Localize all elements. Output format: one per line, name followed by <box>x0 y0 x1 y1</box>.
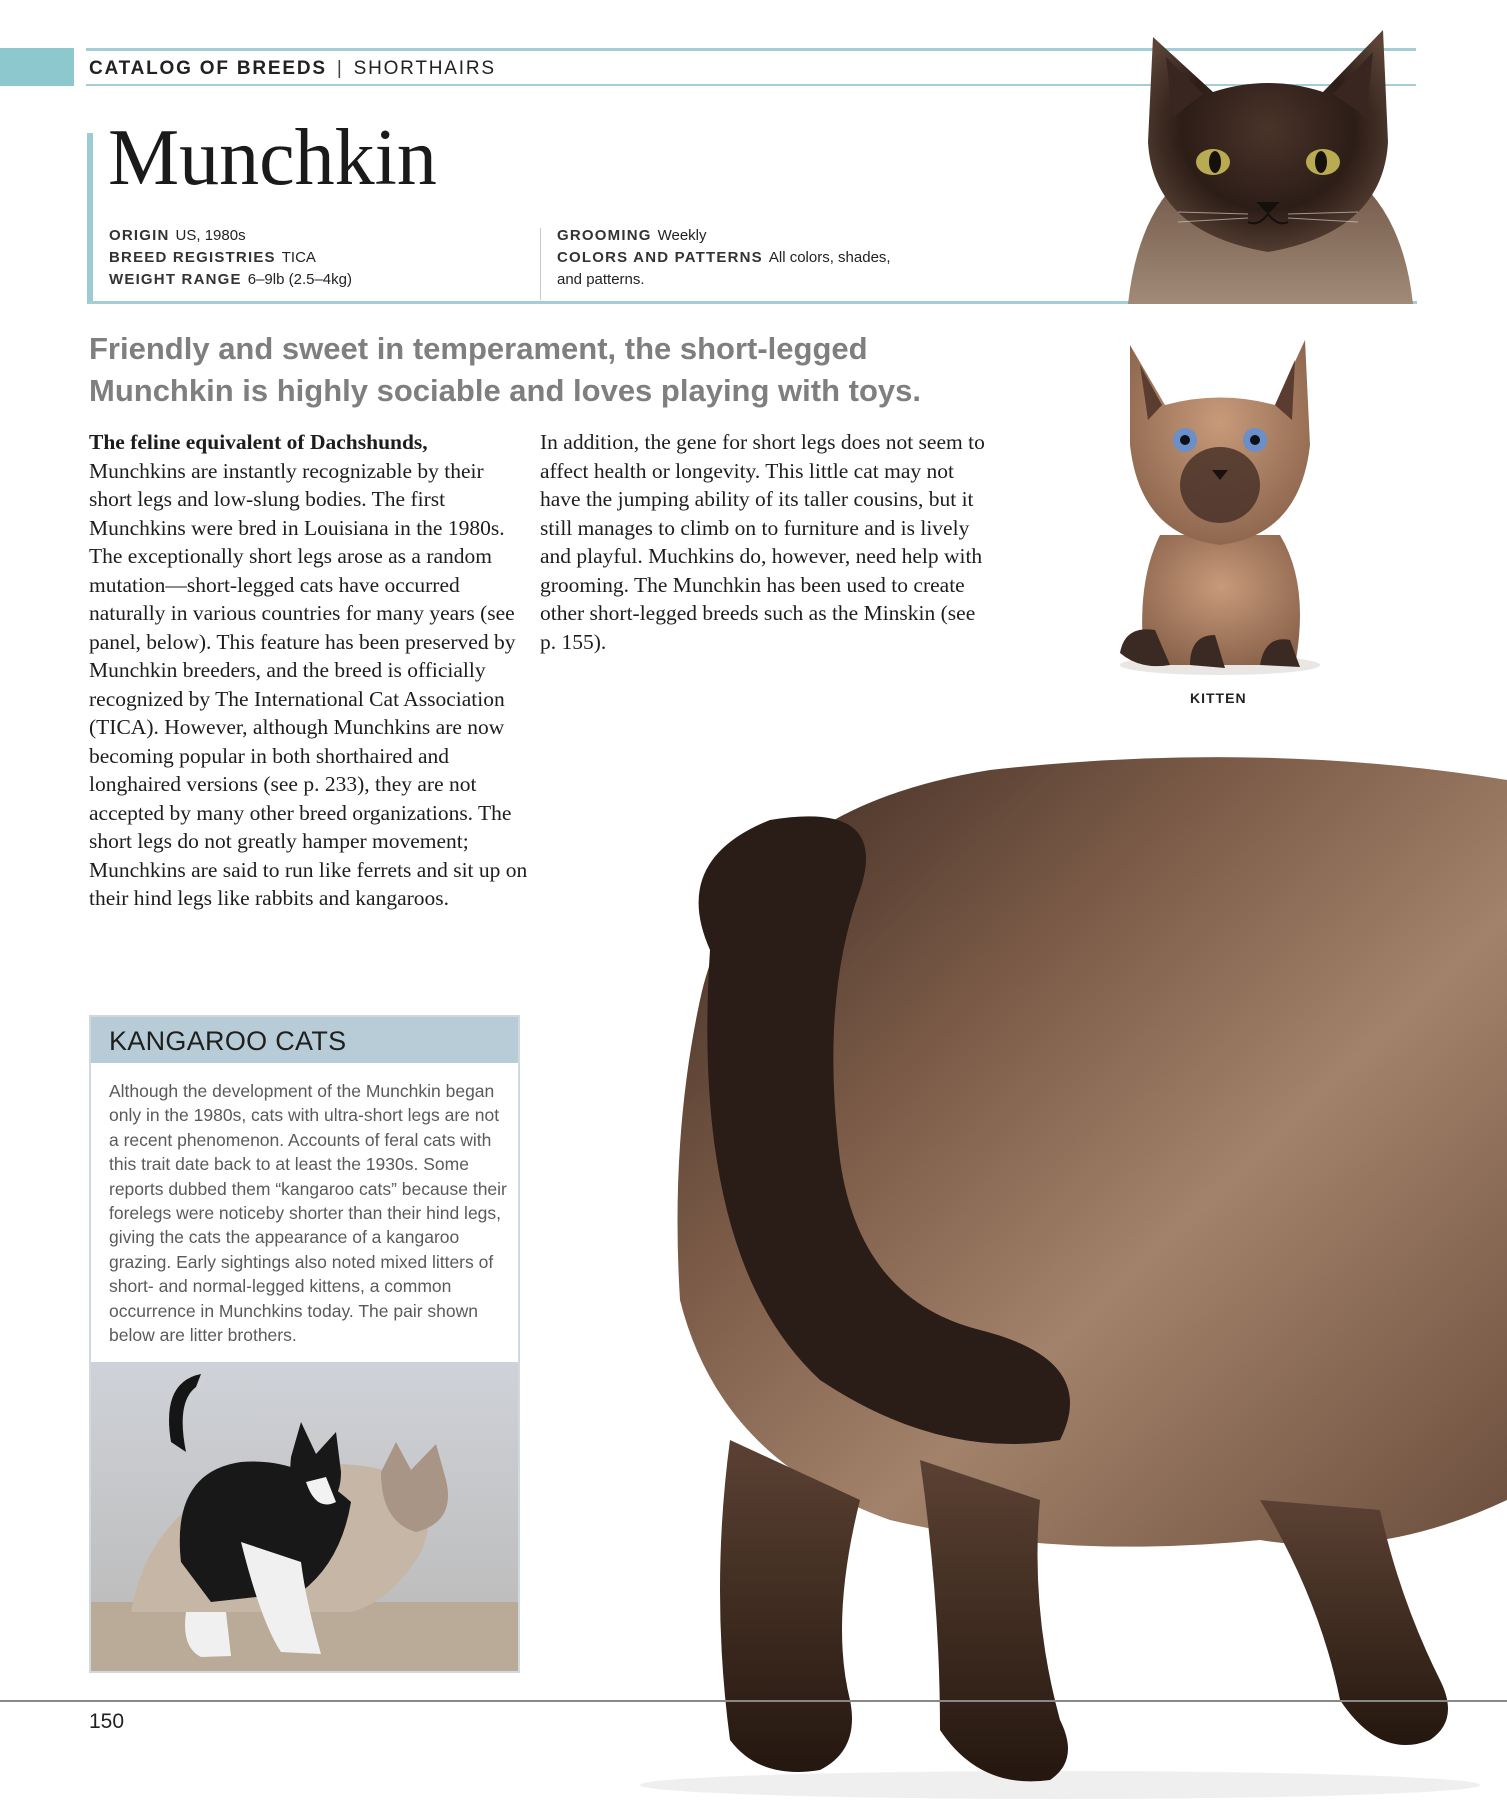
kitten-caption: KITTEN <box>1190 690 1247 706</box>
body-column-2: In addition, the gene for short legs does not seem to affect health or longevity. This little cat may not have the jumping ability of its taller cousins, but it still manages to climb on to furniture and is lively and playful. Muchkins do, however, need help with grooming. The Munchkin has been used to create other short-legged breeds such as the Minskin (see p. 155). <box>540 430 985 654</box>
breed-facts-right <box>557 225 917 291</box>
panel-header <box>91 1017 518 1063</box>
body-column-1 <box>89 428 529 913</box>
page-title: Munchkin <box>108 114 437 202</box>
fact-origin: ORIGIN US, 1980s <box>109 227 246 244</box>
body-lead: The feline equivalent of Dachshunds, <box>89 430 428 454</box>
fact-grooming: GROOMING Weekly <box>557 227 707 244</box>
fact-weight: WEIGHT RANGE 6–9lb (2.5–4kg) <box>109 271 352 288</box>
section-tab-marker <box>0 48 74 86</box>
panel-title: KANGAROO CATS <box>109 1026 347 1056</box>
fact-registries: BREED REGISTRIES TICA <box>109 249 316 266</box>
litter-brothers-photo <box>91 1362 518 1671</box>
fact-colors: COLORS AND PATTERNS All colors, shades, and patterns. <box>557 249 891 288</box>
breadcrumb-separator: | <box>336 58 344 79</box>
title-accent-bar <box>87 133 93 303</box>
intro-standfirst: Friendly and sweet in temperament, the short-legged Munchkin is highly sociable and loves playing with toys. <box>89 331 921 408</box>
breed-facts-left <box>109 225 352 291</box>
kitten-photo <box>1100 335 1340 680</box>
body-text-1: Munchkins are instantly recognizable by their short legs and low-slung bodies. The first Munchkins were bred in Louisiana in the 1980s. The exceptionally short legs arose as a random mutation—short-legged cats have occurred naturally in various countries for many years (see panel, below). This feature has been preserved by Munchkin breeders, and the breed is officially recognized by The International Cat Association (TICA). However, although Munchkins are now becoming popular in both shorthaired and longhaired versions (see p. 233), they are not accepted by many other breed organizations. The short legs do not greatly hamper movement; Munchkins are said to run like ferrets and sit up on their hind legs like rabbits and kangaroos. <box>89 458 528 910</box>
footer-rule <box>0 1700 1507 1702</box>
page-number: 150 <box>89 1710 125 1733</box>
adult-cat-body-photo <box>560 740 1507 1800</box>
breadcrumb <box>89 58 496 80</box>
adult-cat-portrait <box>1118 22 1418 304</box>
breadcrumb-section: CATALOG OF BREEDS <box>89 58 327 79</box>
kangaroo-cats-panel <box>89 1015 520 1673</box>
facts-divider <box>540 228 541 300</box>
breadcrumb-subsection: SHORTHAIRS <box>353 58 496 79</box>
panel-text: Although the development of the Munchkin began only in the 1980s, cats with ultra-short legs are not a recent phenomenon. Accounts of feral cats with this trait date back to at least the 1930s. Some reports dubbed them “kangaroo cats” because their forelegs were noticeby shorter than their hind legs, giving the cats the appearance of a kangaroo grazing. Early sightings also noted mixed litters of short- and normal-legged kittens, a common occurrence in Munchkins today. The pair shown below are litter brothers. <box>109 1081 507 1346</box>
